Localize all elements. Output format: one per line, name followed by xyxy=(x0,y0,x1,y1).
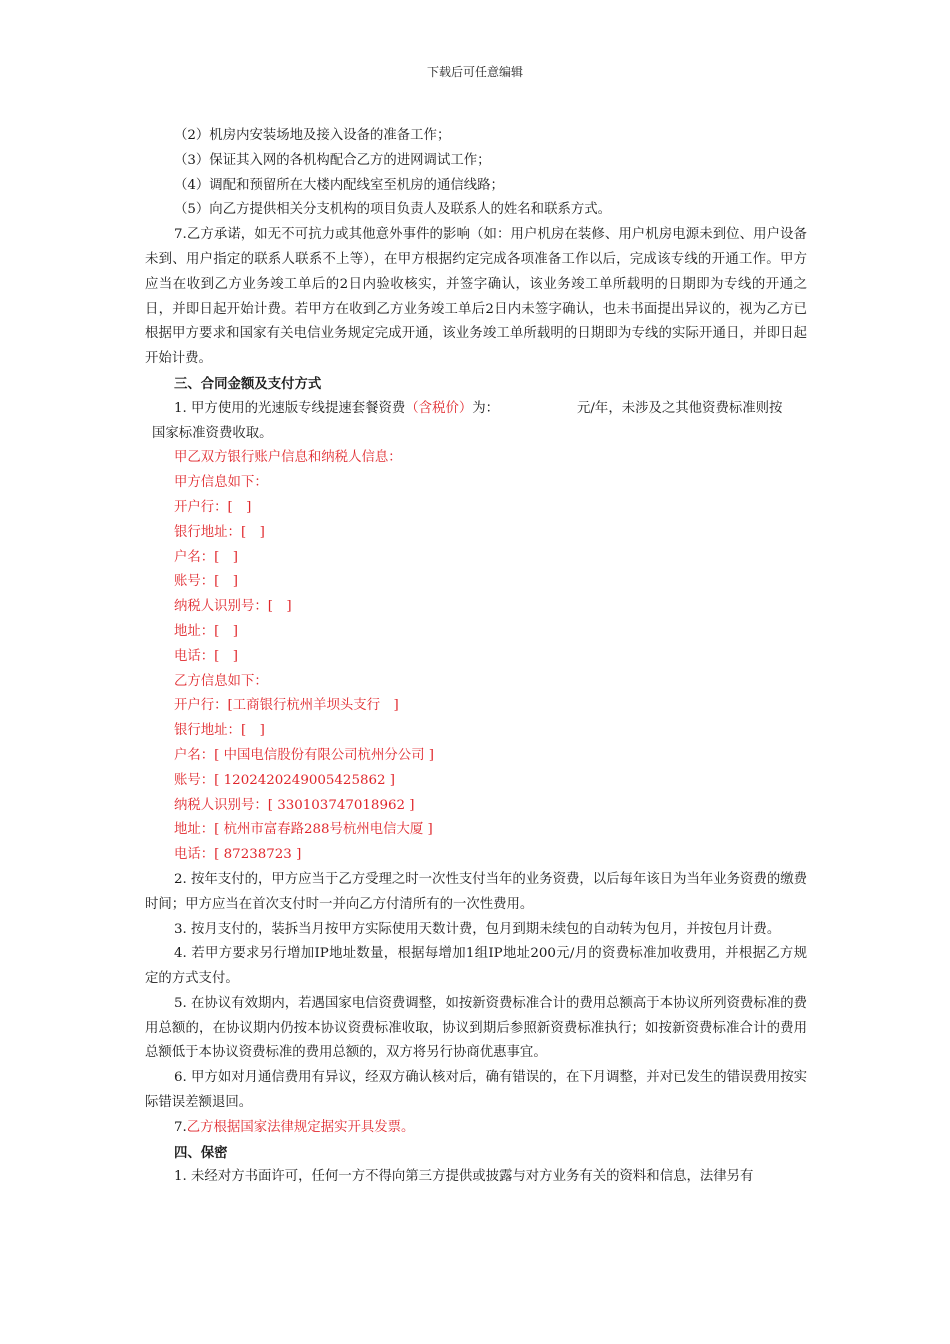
section-3-heading: 三、合同金额及支付方式 xyxy=(174,375,322,392)
party-a-bank-address: 银行地址：[ ] xyxy=(174,524,265,540)
confidentiality-clause-1: 1. 未经对方书面许可，任何一方不得向第三方提供或披露与对方业务有关的资料和信息，法律另有 xyxy=(174,1169,754,1185)
section-4-heading: 四、保密 xyxy=(174,1144,228,1161)
party-a-title: 甲方信息如下： xyxy=(174,475,268,491)
list-item: （3）保证其入网的各机构配合乙方的进网调试工作； xyxy=(174,152,491,168)
party-a-phone: 电话：[ ] xyxy=(174,648,239,664)
party-b-account-name: 户名：[ 中国电信股份有限公司杭州分公司 ] xyxy=(174,747,434,763)
clause-4-paragraph: 4. 若甲方要求另行增加IP地址数量，根据每增加1组IP地址200元/月的资费标准加收费用，并根据乙方规定的方式支付。 xyxy=(145,946,807,987)
fee-text-3: 元/年，未涉及之其他资费标准则按 xyxy=(577,400,783,416)
fee-text: 1. 甲方使用的光速版专线提速套餐资费 xyxy=(174,400,406,416)
party-b-bank-address: 银行地址：[ ] xyxy=(174,723,265,739)
party-b-phone: 电话：[ 87238723 ] xyxy=(174,847,302,863)
clause-7-invoice xyxy=(145,1116,807,1141)
list-item: （2）机房内安装场地及接入设备的准备工作； xyxy=(174,128,451,143)
fee-line-cont: 国家标准资费收取。 xyxy=(152,425,273,441)
clause-7-number: 7. xyxy=(174,1119,187,1135)
party-a-taxpayer-id: 纳税人识别号：[ ] xyxy=(174,599,292,615)
fee-text-2: 为： xyxy=(472,400,500,416)
clause-6-paragraph: 6. 甲方如对月通信费用有异议，经双方确认核对后，确有错误的，在下月调整，并对已发生的错误费用按实际错误差额退回。 xyxy=(145,1070,807,1111)
party-a-bank: 开户行：[ ] xyxy=(174,499,252,515)
party-a-account-name: 户名：[ ] xyxy=(174,549,239,565)
fee-line xyxy=(145,397,807,422)
party-a-address: 地址：[ ] xyxy=(174,623,239,639)
bank-info-title: 甲乙双方银行账户信息和纳税人信息： xyxy=(174,450,402,466)
party-b-bank: 开户行：[工商银行杭州羊坝头支行 ] xyxy=(174,698,399,714)
party-b-title: 乙方信息如下： xyxy=(174,673,268,689)
fee-tax-note: （含税价） xyxy=(405,400,473,416)
party-b-account-number: 账号：[ 1202420249005425862 ] xyxy=(174,772,396,788)
party-b-address: 地址：[ 杭州市富春路288号杭州电信大厦 ] xyxy=(174,822,433,838)
list-item: （4）调配和预留所在大楼内配线室至机房的通信线路； xyxy=(174,177,504,193)
page-header: 下载后可任意编辑 xyxy=(426,65,523,79)
invoice-text: 乙方根据国家法律规定据实开具发票。 xyxy=(186,1119,415,1135)
party-a-account-number: 账号：[ ] xyxy=(174,574,239,590)
clause-2-paragraph: 2. 按年支付的，甲方应当于乙方受理之时一次性支付当年的业务资费，以后每年该日为当年业务资费的缴费时间；甲方应当在首次支付时一并向乙方付清所有的一次性费用。 xyxy=(145,871,807,912)
document-body xyxy=(145,124,807,1190)
clause-5-paragraph: 5. 在协议有效期内，若遇国家电信资费调整，如按新资费标准合计的费用总额高于本协议所列资费标准的费用总额的，在协议期内仍按本协议资费标准收取，协议到期后参照新资费标准执行；如按新资费标准合计的费用总额低于本协议资费标准的费用总额的，双方将另行协商优惠事宜。 xyxy=(145,995,807,1061)
clause-7-paragraph: 7.乙方承诺，如无不可抗力或其他意外事件的影响（如：用户机房在装修、用户机房电源未到位、用户设备未到、用户指定的联系人联系不上等），在甲方根据约定完成各项准备工作以后，完成该专线的开通工作。甲方应当在收到乙方业务竣工单后的2日内验收核实，并签字确认，该业务竣工单所载明的日期即为专线的开通之日，并即日起开始计费。若甲方在收到乙方业务竣工单后2日内未签字确认，也未书面提出异议的，视为乙方已根据甲方要求和国家有关电信业务规定完成开通，该业务竣工单所载明的日期即为专线的实际开通日，并即日起开始计费。 xyxy=(145,227,807,367)
party-b-taxpayer-id: 纳税人识别号：[ 330103747018962 ] xyxy=(174,797,415,813)
clause-3-paragraph: 3. 按月支付的，装拆当月按甲方实际使用天数计费，包月到期未续包的自动转为包月，并按包月计费。 xyxy=(174,921,781,937)
list-item: （5）向乙方提供相关分支机构的项目负责人及联系人的姓名和联系方式。 xyxy=(174,202,612,218)
